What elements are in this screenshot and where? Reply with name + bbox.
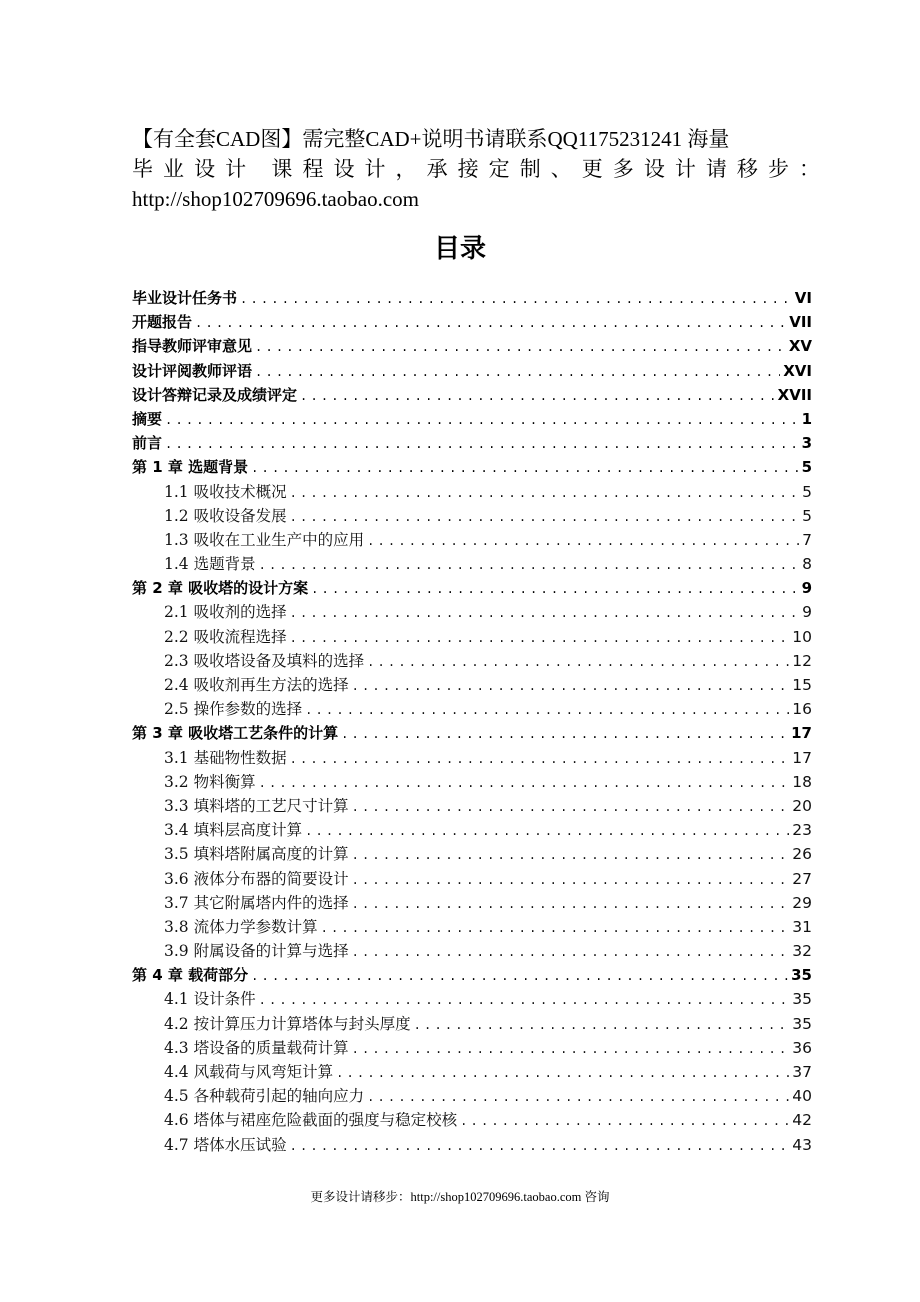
toc-entry-page: 3 — [801, 434, 812, 453]
toc-entry-label: 3.6 液体分布器的简要设计 — [164, 869, 349, 888]
toc-section-entry[interactable] — [132, 1084, 812, 1108]
toc-entry-page: VI — [794, 289, 812, 307]
toc-entry-label: 1.3 吸收在工业生产中的应用 — [164, 530, 365, 549]
toc-entry-label: 3.1 基础物性数据 — [164, 748, 287, 767]
toc-entry-page: 36 — [792, 1038, 812, 1057]
toc-entry-label: 3.9 附属设备的计算与选择 — [164, 942, 349, 961]
dot-leader — [367, 1085, 789, 1109]
toc-entry-label: 开题报告 — [132, 313, 193, 332]
toc-section-entry[interactable] — [132, 697, 812, 721]
toc-entry-page: 12 — [792, 651, 812, 670]
toc-entry-page: 35 — [792, 1014, 812, 1033]
table-of-contents — [132, 286, 812, 1157]
dot-leader — [460, 1109, 789, 1133]
dot-leader — [290, 1134, 790, 1158]
dot-leader — [305, 819, 789, 843]
toc-entry-label: 4.2 按计算压力计算塔体与封头厚度 — [164, 1014, 411, 1033]
toc-entry-label: 4.3 塔设备的质量载荷计算 — [164, 1038, 349, 1057]
dot-leader — [165, 432, 799, 456]
dot-leader — [367, 529, 799, 553]
toc-entry-page: 26 — [792, 845, 812, 864]
toc-entry-label: 3.4 填料层高度计算 — [164, 821, 303, 840]
toc-section-entry[interactable] — [132, 891, 812, 915]
toc-entry-label: 1.1 吸收技术概况 — [164, 482, 287, 501]
toc-entry-label: 指导教师评审意见 — [132, 337, 253, 356]
toc-entry-page: 5 — [802, 506, 812, 525]
dot-leader — [290, 505, 800, 529]
dot-leader — [290, 626, 790, 650]
dot-leader — [352, 795, 790, 819]
toc-chapter-entry[interactable] — [132, 286, 812, 310]
toc-entry-page: XVI — [783, 361, 812, 380]
toc-entry-label: 设计评阅教师评语 — [132, 361, 253, 380]
toc-section-entry[interactable] — [132, 649, 812, 673]
toc-entry-page: 17 — [792, 748, 812, 767]
toc-entry-page: 15 — [792, 676, 812, 694]
dot-leader — [305, 698, 789, 722]
dot-leader — [352, 843, 790, 867]
toc-entry-label: 3.7 其它附属塔内件的选择 — [164, 893, 349, 912]
toc-entry-label: 第 1 章 选题背景 — [132, 458, 249, 477]
toc-entry-label: 2.4 吸收剂再生方法的选择 — [164, 676, 349, 694]
toc-entry-label: 4.5 各种载荷引起的轴向应力 — [164, 1087, 365, 1106]
toc-entry-label: 4.6 塔体与裙座危险截面的强度与稳定校核 — [164, 1111, 458, 1130]
toc-section-entry[interactable] — [132, 673, 812, 697]
toc-entry-page: 40 — [792, 1087, 812, 1106]
toc-section-entry[interactable] — [132, 1060, 812, 1084]
toc-section-entry[interactable] — [132, 480, 812, 504]
toc-entry-label: 第 3 章 吸收塔工艺条件的计算 — [132, 724, 339, 743]
toc-entry-label: 4.4 风载荷与风弯矩计算 — [164, 1063, 334, 1081]
toc-entry-page: 16 — [792, 700, 812, 719]
promo-link[interactable]: http://shop102709696.taobao.com — [132, 187, 419, 211]
toc-chapter-entry[interactable] — [132, 431, 812, 455]
toc-chapter-entry[interactable] — [132, 455, 812, 479]
toc-entry-page: 7 — [802, 530, 812, 549]
dot-leader — [367, 650, 789, 674]
dot-leader — [240, 287, 792, 311]
toc-entry-label: 第 2 章 吸收塔的设计方案 — [132, 579, 309, 598]
dot-leader — [352, 1037, 790, 1061]
dot-leader — [352, 892, 790, 916]
dot-leader — [165, 408, 799, 432]
toc-section-entry[interactable] — [132, 939, 812, 963]
toc-entry-page: 29 — [792, 893, 812, 912]
dot-leader — [259, 553, 800, 577]
promo-line-2: 毕业设计 课程设计，承接定制、更多设计请移步： — [132, 157, 820, 181]
toc-entry-label: 毕业设计任务书 — [132, 289, 238, 307]
toc-entry-page: 35 — [791, 966, 812, 985]
toc-section-entry[interactable] — [132, 794, 812, 818]
toc-entry-label: 第 4 章 载荷部分 — [132, 966, 249, 985]
toc-entry-page: VII — [789, 313, 812, 332]
toc-entry-label: 3.2 物料衡算 — [164, 772, 256, 791]
dot-leader — [251, 964, 788, 988]
toc-section-entry[interactable] — [132, 842, 812, 866]
toc-entry-page: 23 — [792, 821, 812, 840]
dot-leader — [352, 674, 790, 698]
toc-entry-page: 18 — [792, 772, 812, 791]
toc-entry-label: 摘要 — [132, 409, 163, 428]
toc-section-entry[interactable] — [132, 552, 812, 576]
promo-header — [132, 124, 820, 214]
toc-chapter-entry[interactable] — [132, 334, 812, 358]
toc-chapter-entry[interactable] — [132, 576, 812, 600]
toc-chapter-entry[interactable] — [132, 383, 812, 407]
toc-entry-page: XVII — [777, 385, 812, 404]
toc-section-entry[interactable] — [132, 600, 812, 624]
toc-section-entry[interactable] — [132, 770, 812, 794]
toc-section-entry[interactable] — [132, 625, 812, 649]
dot-leader — [290, 481, 800, 505]
toc-entry-page: XV — [788, 337, 812, 356]
toc-entry-label: 1.2 吸收设备发展 — [164, 506, 287, 525]
dot-leader — [259, 771, 790, 795]
toc-chapter-entry[interactable] — [132, 359, 812, 383]
toc-entry-label: 1.4 选题背景 — [164, 555, 256, 574]
dot-leader — [251, 456, 798, 480]
toc-entry-page: 27 — [792, 869, 812, 888]
page-footer: 更多设计请移步：http://shop102709696.taobao.com 咨询 — [310, 1190, 610, 1204]
toc-entry-label: 2.3 吸收塔设备及填料的选择 — [164, 651, 365, 670]
dot-leader — [414, 1013, 790, 1037]
toc-section-entry[interactable] — [132, 528, 812, 552]
toc-title: 目录 — [433, 234, 486, 264]
toc-section-entry[interactable] — [132, 915, 812, 939]
dot-leader — [336, 1061, 789, 1085]
toc-section-entry[interactable] — [132, 1133, 812, 1157]
toc-section-entry[interactable] — [132, 1012, 812, 1036]
dot-leader — [311, 577, 798, 601]
toc-entry-label: 3.3 填料塔的工艺尺寸计算 — [164, 796, 349, 815]
toc-entry-page: 5 — [802, 482, 812, 501]
toc-entry-page: 43 — [792, 1135, 812, 1154]
toc-entry-page: 42 — [792, 1111, 812, 1130]
toc-entry-label: 2.5 操作参数的选择 — [164, 700, 303, 719]
toc-entry-page: 8 — [802, 555, 812, 574]
dot-leader — [300, 384, 775, 408]
toc-section-entry[interactable] — [132, 504, 812, 528]
dot-leader — [290, 747, 790, 771]
dot-leader — [321, 916, 790, 940]
toc-section-entry[interactable] — [132, 867, 812, 891]
toc-section-entry[interactable] — [132, 987, 812, 1011]
toc-section-entry[interactable] — [132, 1108, 812, 1132]
promo-line-1: 【有全套CAD图】需完整CAD+说明书请联系QQ1175231241 海量 — [132, 127, 730, 151]
toc-section-entry[interactable] — [132, 1036, 812, 1060]
toc-entry-page: 17 — [791, 724, 812, 743]
dot-leader — [341, 722, 788, 746]
toc-section-entry[interactable] — [132, 818, 812, 842]
toc-entry-label: 4.7 塔体水压试验 — [164, 1135, 287, 1154]
toc-entry-page: 9 — [801, 579, 812, 598]
toc-entry-label: 3.5 填料塔附属高度的计算 — [164, 845, 349, 864]
toc-chapter-entry[interactable] — [132, 407, 812, 431]
toc-entry-page: 31 — [792, 917, 812, 936]
toc-entry-label: 前言 — [132, 434, 163, 453]
toc-entry-label: 设计答辩记录及成绩评定 — [132, 385, 298, 404]
dot-leader — [255, 335, 786, 359]
toc-entry-label: 3.8 流体力学参数计算 — [164, 917, 318, 936]
toc-entry-page: 32 — [792, 942, 812, 961]
toc-entry-page: 20 — [792, 796, 812, 815]
dot-leader — [352, 868, 790, 892]
toc-entry-label: 2.1 吸收剂的选择 — [164, 603, 287, 622]
dot-leader — [255, 360, 780, 384]
toc-entry-label: 4.1 设计条件 — [164, 990, 256, 1009]
toc-chapter-entry[interactable] — [132, 310, 812, 334]
toc-entry-page: 9 — [802, 603, 812, 622]
dot-leader — [352, 940, 790, 964]
dot-leader — [290, 601, 800, 625]
toc-entry-page: 37 — [792, 1063, 812, 1081]
toc-chapter-entry[interactable] — [132, 721, 812, 745]
toc-section-entry[interactable] — [132, 746, 812, 770]
toc-entry-page: 5 — [801, 458, 812, 477]
toc-chapter-entry[interactable] — [132, 963, 812, 987]
toc-entry-page: 1 — [801, 409, 812, 428]
toc-entry-page: 10 — [792, 627, 812, 646]
toc-entry-label: 2.2 吸收流程选择 — [164, 627, 287, 646]
dot-leader — [259, 988, 790, 1012]
dot-leader — [195, 311, 786, 335]
toc-entry-page: 35 — [792, 990, 812, 1009]
